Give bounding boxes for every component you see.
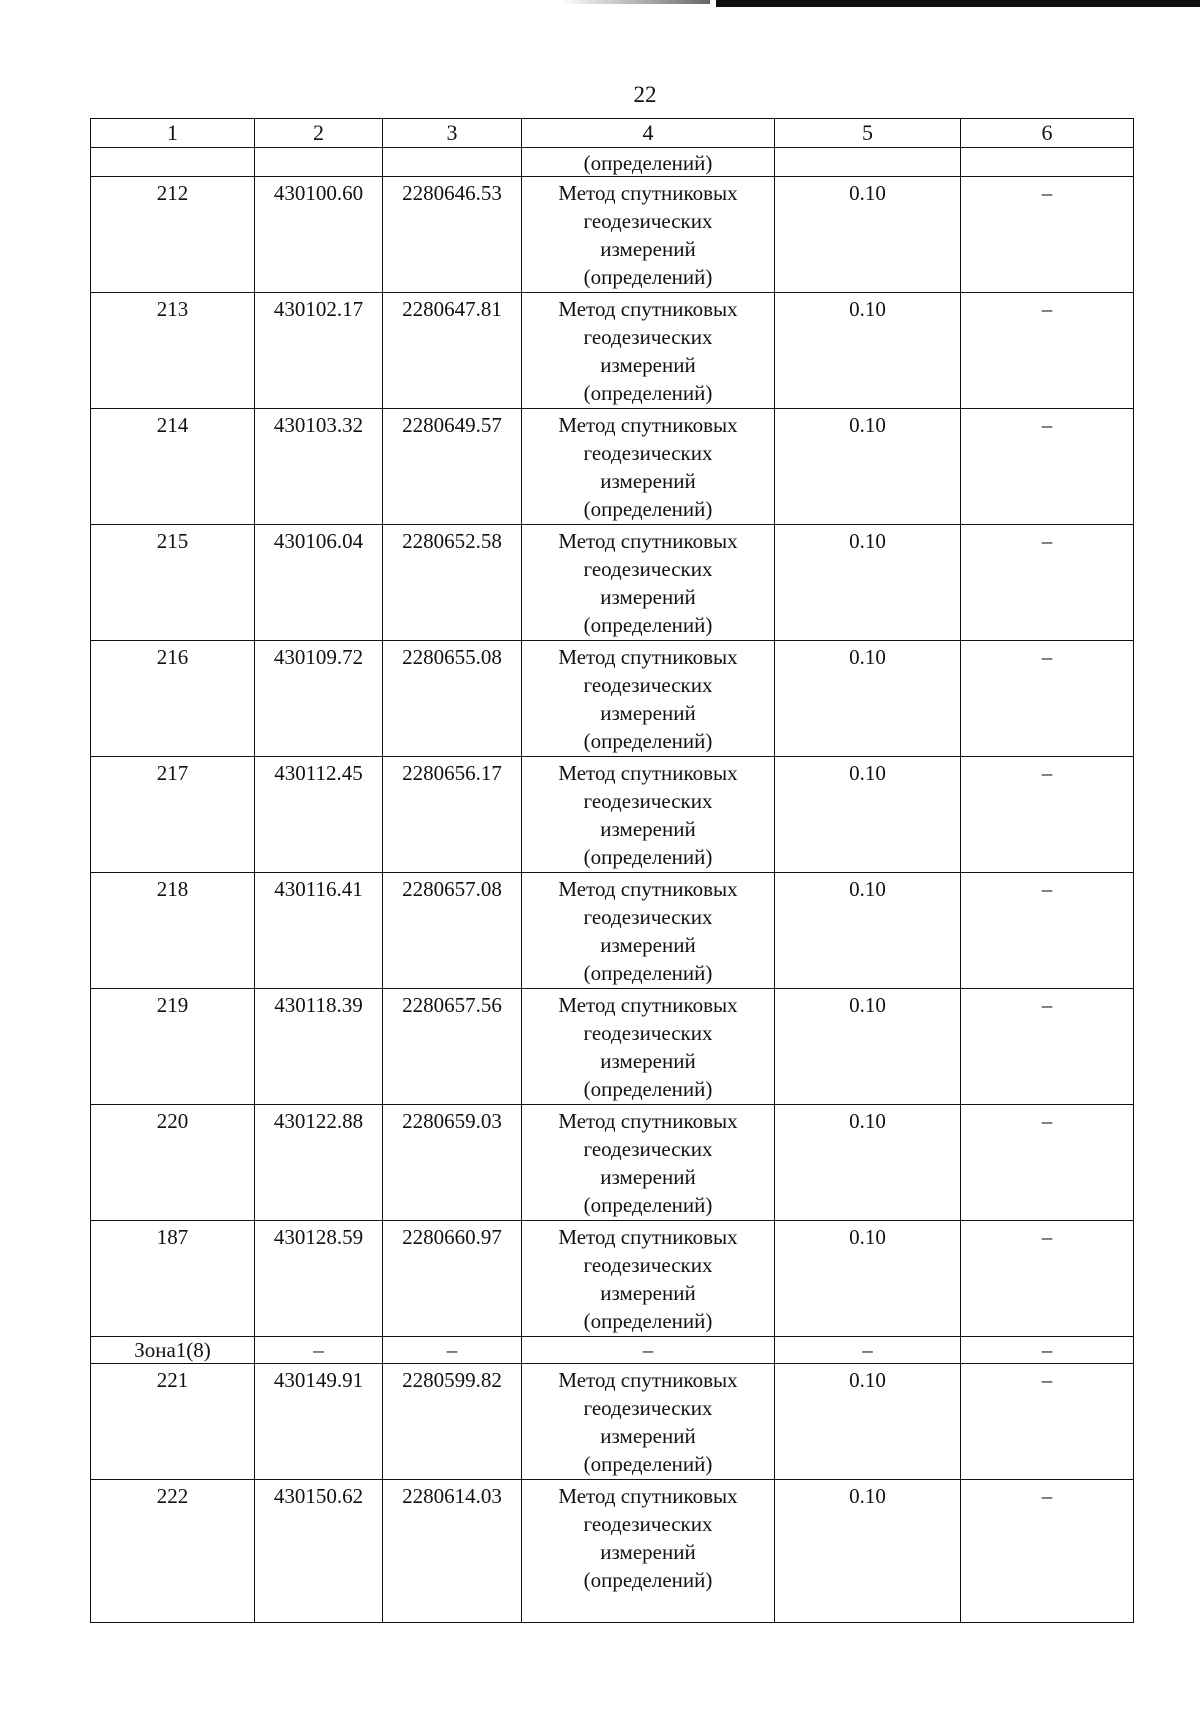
point-id-cell: 219 bbox=[91, 989, 255, 1105]
method-line: Метод спутниковых bbox=[558, 645, 738, 669]
method-line: (определений) bbox=[583, 1193, 713, 1217]
coord-x-cell: 430150.62 bbox=[255, 1480, 383, 1623]
point-id-cell: Зона1(8) bbox=[91, 1337, 255, 1364]
point-id-cell: 215 bbox=[91, 525, 255, 641]
method-line: геодезических bbox=[583, 1512, 713, 1536]
coord-y-cell: – bbox=[383, 1337, 522, 1364]
note-cell: – bbox=[961, 1364, 1134, 1480]
method-line: геодезических bbox=[583, 1137, 713, 1161]
empty-cell bbox=[383, 148, 522, 177]
method-line: Метод спутниковых bbox=[558, 297, 738, 321]
accuracy-cell: 0.10 bbox=[775, 1221, 961, 1337]
point-id-cell: 221 bbox=[91, 1364, 255, 1480]
method-line: измерений bbox=[600, 1424, 696, 1448]
accuracy-cell: 0.10 bbox=[775, 989, 961, 1105]
table-row bbox=[91, 1364, 1134, 1480]
method-line: (определений) bbox=[583, 961, 713, 985]
point-id-cell: 222 bbox=[91, 1480, 255, 1623]
table-row bbox=[91, 293, 1134, 409]
method-cell bbox=[522, 641, 775, 757]
method-line: измерений bbox=[600, 1540, 696, 1564]
method-cell bbox=[522, 1221, 775, 1337]
coord-y-cell: 2280657.56 bbox=[383, 989, 522, 1105]
empty-cell bbox=[91, 148, 255, 177]
method-cell bbox=[522, 989, 775, 1105]
accuracy-cell: – bbox=[775, 1337, 961, 1364]
accuracy-cell: 0.10 bbox=[775, 1364, 961, 1480]
coord-x-cell: 430128.59 bbox=[255, 1221, 383, 1337]
coord-x-cell: 430112.45 bbox=[255, 757, 383, 873]
coord-x-cell: 430100.60 bbox=[255, 177, 383, 293]
point-id-cell: 216 bbox=[91, 641, 255, 757]
zone-row bbox=[91, 1337, 1134, 1364]
coord-x-cell: 430122.88 bbox=[255, 1105, 383, 1221]
table-row bbox=[91, 989, 1134, 1105]
accuracy-cell: 0.10 bbox=[775, 1480, 961, 1623]
table-body bbox=[91, 119, 1134, 1623]
method-line: геодезических bbox=[583, 441, 713, 465]
coord-x-cell: 430149.91 bbox=[255, 1364, 383, 1480]
method-line: геодезических bbox=[583, 209, 713, 233]
method-cell bbox=[522, 757, 775, 873]
table-row bbox=[91, 409, 1134, 525]
method-line: измерений bbox=[600, 469, 696, 493]
coord-y-cell: 2280659.03 bbox=[383, 1105, 522, 1221]
table-row bbox=[91, 641, 1134, 757]
method-line: (определений) bbox=[583, 381, 713, 405]
table-row bbox=[91, 873, 1134, 989]
continuation-text: (определений) bbox=[522, 148, 775, 177]
point-id-cell: 217 bbox=[91, 757, 255, 873]
coordinates-table bbox=[90, 118, 1134, 1623]
method-line: Метод спутниковых bbox=[558, 181, 738, 205]
header-row bbox=[91, 119, 1134, 148]
note-cell: – bbox=[961, 293, 1134, 409]
method-line: Метод спутниковых bbox=[558, 413, 738, 437]
coord-y-cell: 2280657.08 bbox=[383, 873, 522, 989]
method-cell bbox=[522, 293, 775, 409]
scan-edge-mark bbox=[716, 0, 1200, 7]
method-line: Метод спутниковых bbox=[558, 1109, 738, 1133]
coord-y-cell: 2280599.82 bbox=[383, 1364, 522, 1480]
accuracy-cell: 0.10 bbox=[775, 641, 961, 757]
coord-y-cell: 2280655.08 bbox=[383, 641, 522, 757]
coord-y-cell: 2280649.57 bbox=[383, 409, 522, 525]
method-line: геодезических bbox=[583, 789, 713, 813]
accuracy-cell: 0.10 bbox=[775, 177, 961, 293]
note-cell: – bbox=[961, 177, 1134, 293]
coord-x-cell: 430102.17 bbox=[255, 293, 383, 409]
note-cell: – bbox=[961, 1221, 1134, 1337]
note-cell: – bbox=[961, 1337, 1134, 1364]
table-row bbox=[91, 1480, 1134, 1623]
method-line: (определений) bbox=[583, 497, 713, 521]
coord-x-cell: 430109.72 bbox=[255, 641, 383, 757]
accuracy-cell: 0.10 bbox=[775, 409, 961, 525]
accuracy-cell: 0.10 bbox=[775, 293, 961, 409]
point-id-cell: 213 bbox=[91, 293, 255, 409]
column-header: 2 bbox=[255, 119, 383, 148]
method-line: Метод спутниковых bbox=[558, 993, 738, 1017]
empty-cell bbox=[775, 148, 961, 177]
method-cell bbox=[522, 873, 775, 989]
coord-x-cell: 430118.39 bbox=[255, 989, 383, 1105]
coord-x-cell: 430106.04 bbox=[255, 525, 383, 641]
coord-y-cell: 2280646.53 bbox=[383, 177, 522, 293]
method-line: (определений) bbox=[583, 845, 713, 869]
point-id-cell: 187 bbox=[91, 1221, 255, 1337]
column-header: 6 bbox=[961, 119, 1134, 148]
note-cell: – bbox=[961, 757, 1134, 873]
method-line: измерений bbox=[600, 933, 696, 957]
method-line: Метод спутниковых bbox=[558, 877, 738, 901]
table-row bbox=[91, 1221, 1134, 1337]
accuracy-cell: 0.10 bbox=[775, 873, 961, 989]
method-line: (определений) bbox=[583, 1077, 713, 1101]
point-id-cell: 212 bbox=[91, 177, 255, 293]
note-cell: – bbox=[961, 1105, 1134, 1221]
note-cell: – bbox=[961, 409, 1134, 525]
method-line: измерений bbox=[600, 237, 696, 261]
method-line: (определений) bbox=[583, 265, 713, 289]
empty-cell bbox=[961, 148, 1134, 177]
method-line: (определений) bbox=[583, 1309, 713, 1333]
method-line: Метод спутниковых bbox=[558, 761, 738, 785]
method-line: измерений bbox=[600, 1165, 696, 1189]
table-row bbox=[91, 525, 1134, 641]
accuracy-cell: 0.10 bbox=[775, 525, 961, 641]
method-line: геодезических bbox=[583, 557, 713, 581]
method-line: (определений) bbox=[583, 1452, 713, 1476]
point-id-cell: 218 bbox=[91, 873, 255, 989]
scan-smudge bbox=[560, 0, 710, 4]
column-header: 4 bbox=[522, 119, 775, 148]
method-line: (определений) bbox=[583, 1568, 713, 1592]
method-cell bbox=[522, 177, 775, 293]
method-line: – bbox=[642, 1338, 654, 1362]
continuation-row bbox=[91, 148, 1134, 177]
point-id-cell: 220 bbox=[91, 1105, 255, 1221]
coord-y-cell: 2280656.17 bbox=[383, 757, 522, 873]
method-line: измерений bbox=[600, 1049, 696, 1073]
method-line: измерений bbox=[600, 1281, 696, 1305]
coord-x-cell: 430116.41 bbox=[255, 873, 383, 989]
method-line: измерений bbox=[600, 701, 696, 725]
accuracy-cell: 0.10 bbox=[775, 757, 961, 873]
column-header: 1 bbox=[91, 119, 255, 148]
method-line: Метод спутниковых bbox=[558, 1484, 738, 1508]
column-header: 5 bbox=[775, 119, 961, 148]
method-line: Метод спутниковых bbox=[558, 1368, 738, 1392]
point-id-cell: 214 bbox=[91, 409, 255, 525]
method-cell bbox=[522, 1105, 775, 1221]
accuracy-cell: 0.10 bbox=[775, 1105, 961, 1221]
method-line: (определений) bbox=[583, 613, 713, 637]
empty-cell bbox=[255, 148, 383, 177]
method-line: геодезических bbox=[583, 1021, 713, 1045]
note-cell: – bbox=[961, 641, 1134, 757]
page-number: 22 bbox=[633, 82, 657, 107]
table-row bbox=[91, 757, 1134, 873]
table-row bbox=[91, 177, 1134, 293]
note-cell: – bbox=[961, 873, 1134, 989]
method-line: Метод спутниковых bbox=[558, 529, 738, 553]
coord-y-cell: 2280652.58 bbox=[383, 525, 522, 641]
method-line: геодезических bbox=[583, 1253, 713, 1277]
method-line: Метод спутниковых bbox=[558, 1225, 738, 1249]
coord-x-cell: – bbox=[255, 1337, 383, 1364]
method-cell bbox=[522, 525, 775, 641]
method-line: измерений bbox=[600, 353, 696, 377]
method-cell bbox=[522, 1337, 775, 1364]
note-cell: – bbox=[961, 989, 1134, 1105]
coord-x-cell: 430103.32 bbox=[255, 409, 383, 525]
table-row bbox=[91, 1105, 1134, 1221]
method-line: измерений bbox=[600, 817, 696, 841]
method-line: (определений) bbox=[583, 729, 713, 753]
method-line: геодезических bbox=[583, 325, 713, 349]
method-cell bbox=[522, 1480, 775, 1623]
coord-y-cell: 2280614.03 bbox=[383, 1480, 522, 1623]
method-cell bbox=[522, 409, 775, 525]
note-cell: – bbox=[961, 525, 1134, 641]
coord-y-cell: 2280647.81 bbox=[383, 293, 522, 409]
method-line: измерений bbox=[600, 585, 696, 609]
column-header: 3 bbox=[383, 119, 522, 148]
note-cell: – bbox=[961, 1480, 1134, 1623]
method-line: геодезических bbox=[583, 1396, 713, 1420]
method-line: геодезических bbox=[583, 905, 713, 929]
method-line: геодезических bbox=[583, 673, 713, 697]
method-cell bbox=[522, 1364, 775, 1480]
coord-y-cell: 2280660.97 bbox=[383, 1221, 522, 1337]
